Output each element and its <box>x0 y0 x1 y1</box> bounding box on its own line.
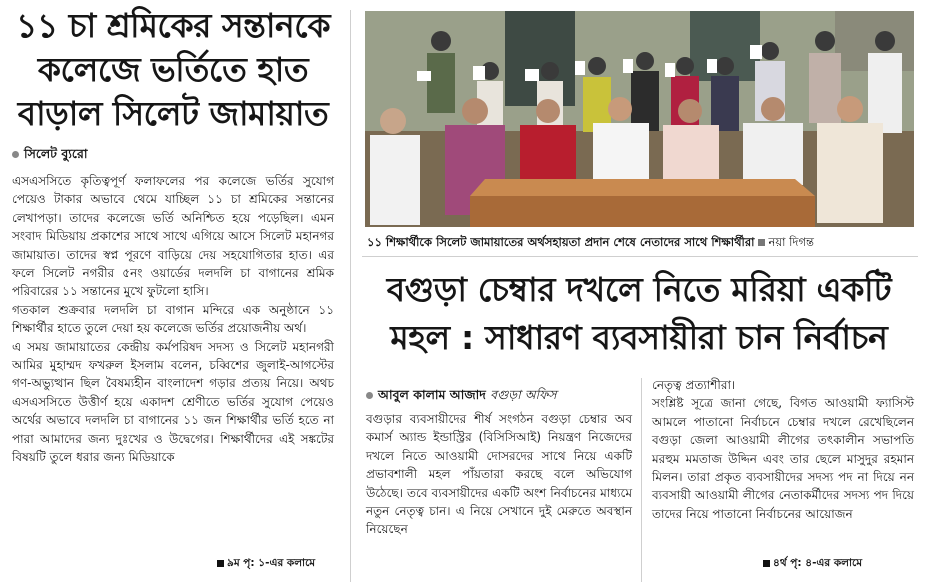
right-byline-location: বগুড়া অফিস <box>490 387 557 402</box>
caption-text: ১১ শিক্ষার্থীকে সিলেট জামায়াতের অর্থসহায়তা প্রদান শেষে নেতাদের সাথে শিক্ষার্থীরা <box>367 235 755 249</box>
right-article-column-1: বগুড়ার ব্যবসায়ীদের শীর্ষ সংগঠন বগুড়া চেম্বার অব কমার্স অ্যান্ড ইন্ডাস্ট্রির (বিসিসিআই) নিয়ন্ত্রণ নিজেদের দখলে নিতে আওয়ামী দোসরদের সাথে নিয়ে একটি প্রভাবশালী মহল পাঁয়তারা করছে বলে অভিযোগ উঠেছে। তবে ব্যবসায়ীদের একটি অংশ নির্বাচনের মাধ্যমে নতুন নেতৃত্ব চান। এ নিয়ে সেখানে দুই মেরুতে অবস্থান নিয়েছেন <box>366 412 632 537</box>
left-article-jump-line <box>214 556 315 573</box>
right-article-jump-line <box>760 556 862 573</box>
column-divider <box>641 378 642 582</box>
square-bullet-icon <box>763 560 770 567</box>
right-byline-name: আবুল কালাম আজাদ <box>378 387 486 402</box>
square-bullet-icon <box>758 239 765 246</box>
left-article-headline: ১১ চা শ্রমিকের সন্তানকে কলেজে ভর্তিতে হাত বাড়াল সিলেট জামায়াত <box>15 6 331 133</box>
left-jump-text: ৯ম পৃ: ১-এর কলামে <box>227 557 316 569</box>
right-jump-text: ৪র্থ পৃ: ৪-এর কলামে <box>773 557 863 569</box>
left-article-byline <box>12 146 87 166</box>
right-article-byline <box>366 387 557 407</box>
photo-source: নয়া দিগন্ত <box>768 235 814 249</box>
right-article-headline: বগুড়া চেম্বার দখলে নিতে মরিয়া একটি মহল : সাধারণ ব্যবসায়ীরা চান নির্বাচন <box>386 270 892 357</box>
column-divider <box>350 10 351 582</box>
news-photo <box>365 11 914 227</box>
left-article-body: এসএসসিতে কৃতিত্বপূর্ণ ফলাফলের পর কলেজে ভর্তির সুযোগ পেয়েও টাকার অভাবে থেমে যাচ্ছিল ১১ চা শ্রমিকের সন্তানের লেখাপড়া। তাদের কলেজে ভর্তি অনিশ্চিত হয়ে পড়েছিল। এমন সংবাদ মিডিয়ায় প্রকাশের সাথে সাথে এগিয়ে আসে সিলেট মহানগর জামায়াত। তাদের স্বপ্ন পূরণে বাড়িয়ে দেয় সহযোগিতার হাত। এর ফলে সিলেট নগরীর ৫নং ওয়ার্ডের দলদলি চা বাগানের শ্রমিক পরিবারের ১১ সন্তানের মুখে ফুটলো হাসি। গতকাল শুক্রবার দলদলি চা বাগান মন্দিরে এক অনুষ্ঠানে ১১ শিক্ষার্থীর হাতে তুলে দেয়া হয় কলেজে ভর্তির প্রয়োজনীয় অর্থ। এ সময় জামায়াতের কেন্দ্রীয় কর্মপরিষদ সদস্য ও সিলেট মহানগরী আমির মুহাম্মদ ফখরুল ইসলাম বলেন, চব্বিশের জুলাই-আগস্টের গণ-অভ্যুত্থান ছিল বৈষম্যহীন বাংলাদেশ গড়ার প্রত্যয় নিয়ে। অথচ এসএসসিতে উত্তীর্ণ হয়ে একাদশ শ্রেণীতে ভর্তির সুযোগ পেয়েও অর্থের অভাবে দলদলি চা বাগানের ১১ জন শিক্ষার্থীর ভর্তি হতে না পারা আমাদের জন্য দুঃখের ও উদ্বেগের। শিক্ষার্থীদের এই সঙ্কটের বিষয়টি তুলে ধরার জন্য মিডিয়াকে <box>12 174 334 465</box>
photo-caption <box>367 234 915 253</box>
right-article-column-2: নেতৃত্ব প্রত্যাশীরা। সংশ্লিষ্ট সূত্রে জানা গেছে, বিগত আওয়ামী ফ্যাসিস্ট আমলে পাতানো নির্বাচনে চেম্বার দখলে রেখেছিলেন বগুড়া জেলা আওয়ামী লীগের তৎকালীন সভাপতি মরহুম মমতাজ উদ্দিন এবং তার ছেলে মাসুদুর রহমান মিলন। তারা প্রকৃত ব্যবসায়ীদের সদস্য পদ না দিয়ে নন ব্যবসায়ী আওয়ামী লীগের নেতাকর্মীদের সদস্য পদ দিয়ে তাদের নিয়ে পাতানো নির্বাচনের আয়োজন <box>652 378 914 521</box>
photo-illustration <box>365 11 914 227</box>
bullet-dot-icon <box>366 392 373 399</box>
section-divider <box>362 256 918 257</box>
square-bullet-icon <box>217 560 224 567</box>
bullet-dot-icon <box>12 151 19 158</box>
left-byline-text: সিলেট ব্যুরো <box>24 146 88 161</box>
